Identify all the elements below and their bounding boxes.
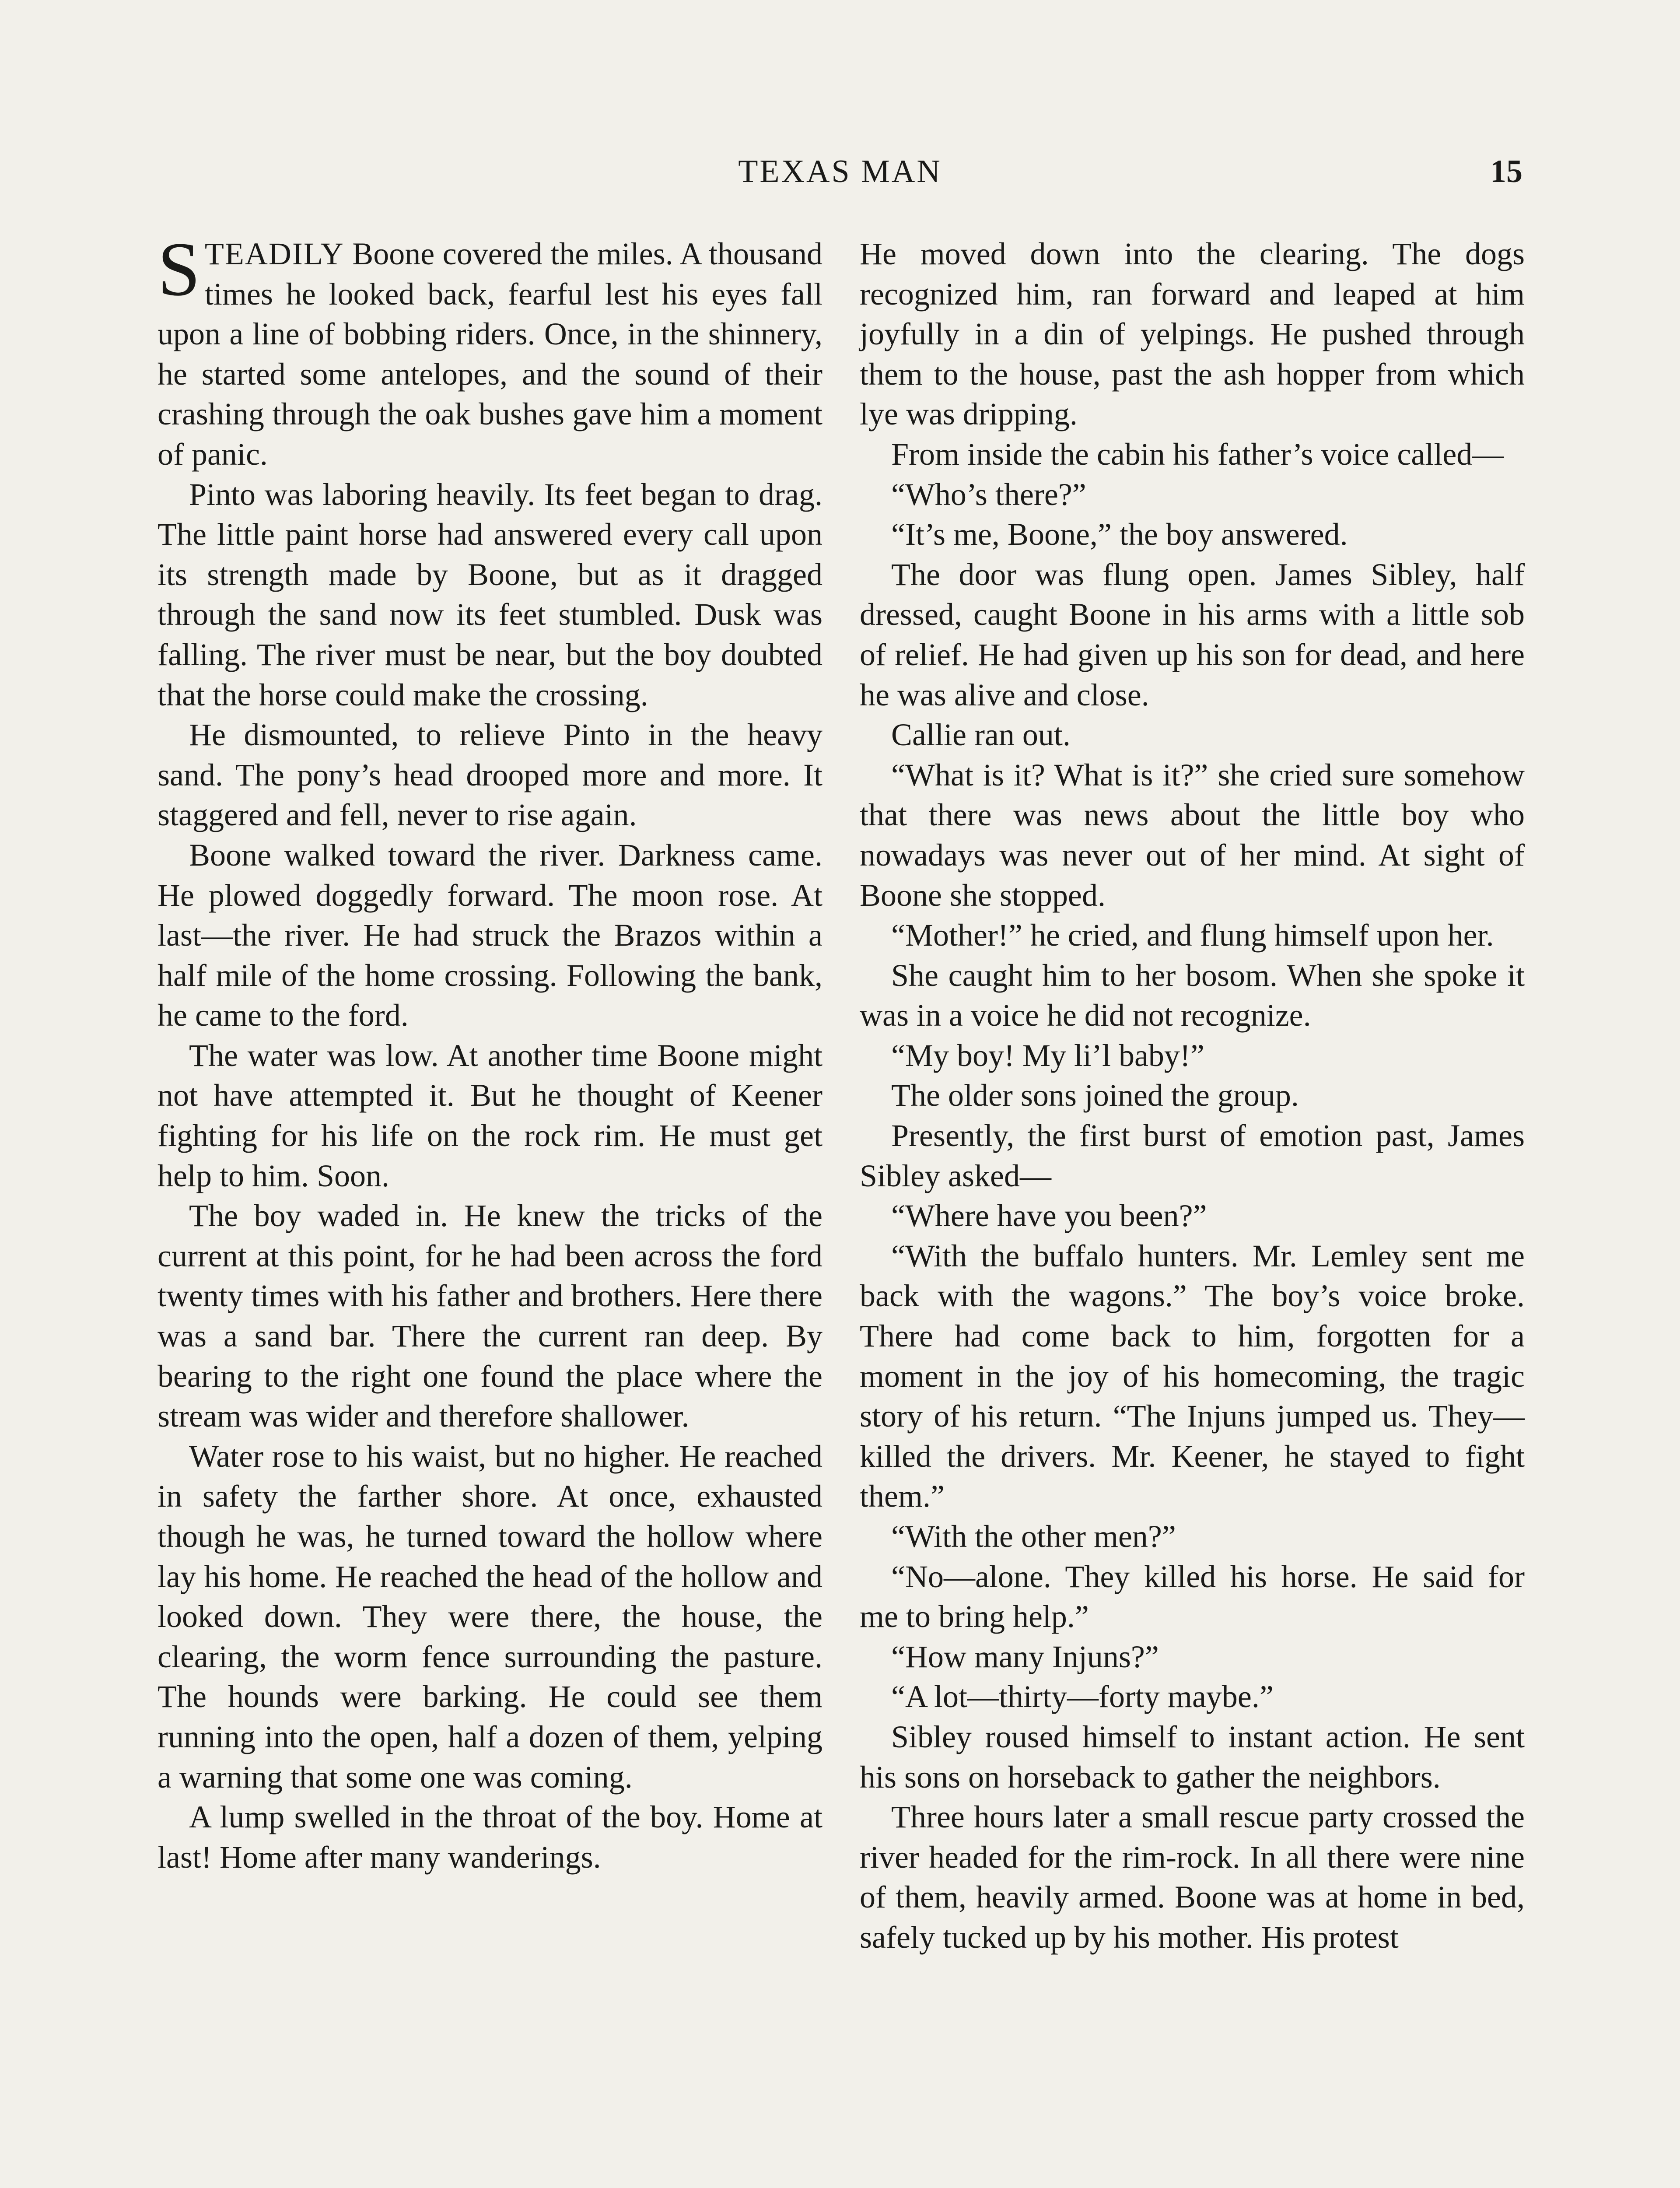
paragraph: Callie ran out. [891, 717, 1071, 753]
paragraph: Presently, the first burst of emotion past, James Sibley asked— [860, 1118, 1525, 1193]
paragraph: Sibley roused himself to instant action. He sent his sons on horseback to gather the neighbors. [860, 1719, 1525, 1795]
opening-text: Boone covered the miles. A thousand times he looked back, fearful lest his eyes fall upon a line of bobbing riders. Once, in the shinnery, he started some antelopes, and the sound of their crashing through the oak bushes gave him a moment of panic. [158, 236, 822, 472]
drop-cap: S [158, 227, 200, 312]
paragraph: He dismounted, to relieve Pinto in the heavy sand. The pony’s head drooped more and more. It staggered and fell, never to rise again. [158, 717, 822, 833]
paragraph: “Where have you been?” [891, 1198, 1207, 1234]
right-column [860, 234, 1525, 1958]
lead-in-caps: TEADILY [204, 236, 344, 271]
opening-paragraph [158, 227, 822, 475]
paragraph: “Who’s there?” [891, 477, 1086, 512]
page-number: 15 [1490, 154, 1522, 189]
paragraph: She caught him to her bosom. When she spoke it was in a voice he did not recognize. [860, 957, 1525, 1033]
paragraph: The boy waded in. He knew the tricks of the current at this point, for he had been across the ford twenty times with his father and brothers. Here there was a sand bar. There the current ran deep. By bearing to the right one found the place where the stream was wider and therefore shallower. [158, 1198, 822, 1434]
running-header [158, 149, 1522, 197]
paragraph: The water was low. At another time Boone might not have attempted it. But he thought of Keener fighting for his life on the rock rim. He must get help to him. Soon. [158, 1038, 822, 1193]
paragraph: “Mother!” he cried, and flung himself upon her. [891, 918, 1494, 953]
paragraph: “With the other men?” [891, 1519, 1176, 1554]
paragraph: “A lot—thirty—forty maybe.” [891, 1679, 1274, 1715]
paragraph: Boone walked toward the river. Darkness came. He plowed doggedly forward. The moon rose. At last—the river. He had struck the Brazos within a half mile of the home crossing. Following the bank, he came to the ford. [158, 837, 822, 1033]
continued-paragraph: He moved down into the clearing. The dogs recognized him, ran forward and leaped at him joyfully in a din of yelpings. He pushed through them to the house, past the ash hopper from which lye was dripping. [860, 236, 1525, 432]
paragraph: Pinto was laboring heavily. Its feet began to drag. The little paint horse had answered every call upon its strength made by Boone, but as it dragged through the sand now its feet stumbled. Dusk was falling. The river must be near, but the boy doubted that the horse could make the crossing. [158, 477, 822, 712]
left-column [158, 227, 822, 1877]
paragraph: A lump swelled in the throat of the boy. Home at last! Home after many wanderings. [158, 1799, 822, 1875]
paragraph: From inside the cabin his father’s voice called— [891, 436, 1504, 472]
paragraph: “With the buffalo hunters. Mr. Lemley sent me back with the wagons.” The boy’s voice broke. There had come back to him, forgotten for a moment in the joy of his homecoming, the tragic story of his return. “The Injuns jumped us. They—killed the drivers. Mr. Keener, he stayed to fight them.” [860, 1238, 1525, 1514]
paragraph: The older sons joined the group. [891, 1078, 1299, 1113]
running-title: TEXAS MAN [738, 154, 942, 189]
paragraph: “How many Injuns?” [891, 1639, 1159, 1674]
paragraph: “My boy! My li’l baby!” [891, 1038, 1204, 1073]
paragraph: “What is it? What is it?” she cried sure somehow that there was news about the little boy who nowadays was never out of her mind. At sight of Boone she stopped. [860, 757, 1525, 913]
paragraph: Water rose to his waist, but no higher. He reached in safety the farther shore. At once, exhausted though he was, he turned toward the hollow where lay his home. He reached the head of the hollow and looked down. They were there, the house, the clearing, the worm fence surrounding the pasture. The hounds were barking. He could see them running into the open, half a dozen of them, yelping a warning that some one was coming. [158, 1438, 822, 1795]
paragraph: “No—alone. They killed his horse. He said for me to bring help.” [860, 1559, 1525, 1634]
paragraph: “It’s me, Boone,” the boy answered. [891, 517, 1348, 552]
paragraph: The door was flung open. James Sibley, half dressed, caught Boone in his arms with a little sob of relief. He had given up his son for dead, and here he was alive and close. [860, 557, 1525, 712]
paragraph: Three hours later a small rescue party crossed the river headed for the rim-rock. In all there were nine of them, heavily armed. Boone was at home in bed, safely tucked up by his mother. His protest [860, 1799, 1525, 1955]
